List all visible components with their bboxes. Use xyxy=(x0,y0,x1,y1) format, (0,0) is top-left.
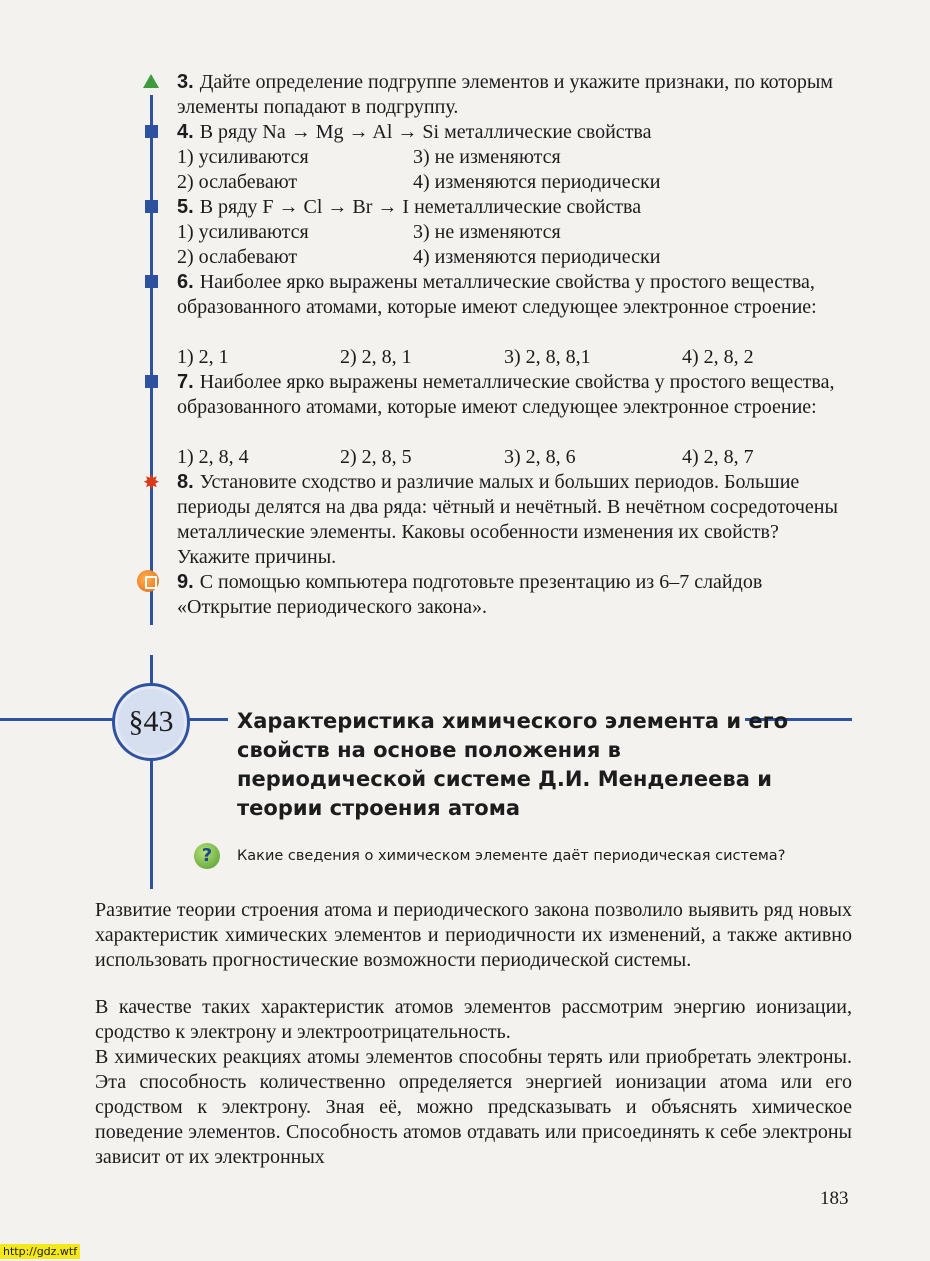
paragraph-text: В качестве таких характеристик атомов элементов рассмотрим энергию ионизации, сродство к электрону и электроотрицательность. xyxy=(95,996,852,1043)
question-icon xyxy=(194,843,220,869)
page-number: 183 xyxy=(820,1188,849,1209)
watermark-link[interactable]: http://gdz.wtf xyxy=(0,1244,80,1259)
question-number: 5. xyxy=(177,196,194,218)
section-number: §43 xyxy=(128,705,174,738)
section-badge xyxy=(112,683,190,761)
square-marker-icon xyxy=(145,200,158,213)
question-4 xyxy=(177,120,852,145)
triangle-marker-icon xyxy=(143,74,159,88)
heading-rule-top xyxy=(150,655,153,685)
question-icon-glyph: ? xyxy=(201,845,213,866)
heading-rule-bottom xyxy=(150,759,153,889)
answer-option: 1) 2, 1 xyxy=(177,346,229,368)
answer-option: 4) 2, 8, 2 xyxy=(682,346,754,368)
question-number: 3. xyxy=(177,71,194,93)
question-list-line xyxy=(150,95,153,625)
paragraph xyxy=(95,1045,852,1170)
question-8 xyxy=(177,470,852,570)
question-number: 4. xyxy=(177,121,194,143)
question-text: Наиболее ярко выражены металлические свойства у простого вещества, образованного атомами, которые имеют следующее электронное строение: xyxy=(177,271,817,318)
question-text: В ряду Na → Mg → Al → Si металлические свойства xyxy=(199,121,652,143)
answer-option: 3) 2, 8, 6 xyxy=(504,446,576,468)
answer-option: 1) усиливаются xyxy=(177,146,309,168)
question-number: 9. xyxy=(177,571,194,593)
heading-rule-left xyxy=(0,718,114,721)
answer-option: 2) 2, 8, 5 xyxy=(340,446,412,468)
answer-option: 4) изменяются периодически xyxy=(413,246,661,268)
square-marker-icon xyxy=(145,375,158,388)
question-text: Наиболее ярко выражены неметаллические свойства у простого вещества, образованного атомами, которые имеют следующее электронное строение: xyxy=(177,371,835,418)
answer-option: 2) 2, 8, 1 xyxy=(340,346,412,368)
paragraph-text: В химических реакциях атомы элементов способны терять или приобретать электроны. Эта способность количественно определяется энергией ионизации атома или его сродством к электрону. Зная её, можно предсказывать и объяснять химическое поведение элементов. Способность атомов отдавать или присоединять к себе электроны зависит от их электронных xyxy=(95,1046,852,1168)
square-marker-icon xyxy=(145,275,158,288)
question-number: 8. xyxy=(177,471,194,493)
question-5 xyxy=(177,195,852,220)
answer-option: 3) 2, 8, 8,1 xyxy=(504,346,591,368)
question-number: 6. xyxy=(177,271,194,293)
answer-option: 4) 2, 8, 7 xyxy=(682,446,754,468)
question-3 xyxy=(177,70,852,120)
paragraph xyxy=(95,995,852,1045)
answer-option: 1) усиливаются xyxy=(177,221,309,243)
question-9 xyxy=(177,570,852,620)
paragraph xyxy=(95,898,852,973)
section-question: Какие сведения о химическом элементе даёт периодическая система? xyxy=(237,848,786,864)
heading-rule-short xyxy=(188,718,228,721)
answer-option: 2) ослабевают xyxy=(177,171,298,193)
square-marker-icon xyxy=(145,125,158,138)
paragraph-text: Развитие теории строения атома и периодического закона позволило выявить ряд новых характеристик химических элементов и периодичности их изменений, а также активно использовать прогностические возможности периодической системы. xyxy=(95,899,852,971)
question-text: В ряду F → Cl → Br → I неметаллические свойства xyxy=(199,196,642,218)
computer-marker-icon xyxy=(137,570,159,592)
question-text: Установите сходство и различие малых и больших периодов. Большие периоды делятся на два ряда: чётный и нечётный. В нечётном сосредоточены металлические элементы. Каковы особенности изменения их свойств? Укажите причины. xyxy=(177,471,838,568)
answer-option: 1) 2, 8, 4 xyxy=(177,446,249,468)
answer-option: 3) не изменяются xyxy=(413,146,561,168)
question-7 xyxy=(177,370,852,420)
section-title: Характеристика химического элемента и его свойств на основе положения в периодической системе Д.И. Менделеева и теории строения атома xyxy=(237,709,788,820)
question-text: Дайте определение подгруппе элементов и укажите признаки, по которым элементы попадают в подгруппу. xyxy=(177,71,833,118)
answer-option: 4) изменяются периодически xyxy=(413,171,661,193)
question-number: 7. xyxy=(177,371,194,393)
answer-option: 2) ослабевают xyxy=(177,246,298,268)
question-6 xyxy=(177,270,852,320)
question-text: С помощью компьютера подготовьте презентацию из 6–7 слайдов «Открытие периодического закона». xyxy=(177,571,763,618)
answer-option: 3) не изменяются xyxy=(413,221,561,243)
star-marker-icon: ✸ xyxy=(143,470,160,494)
